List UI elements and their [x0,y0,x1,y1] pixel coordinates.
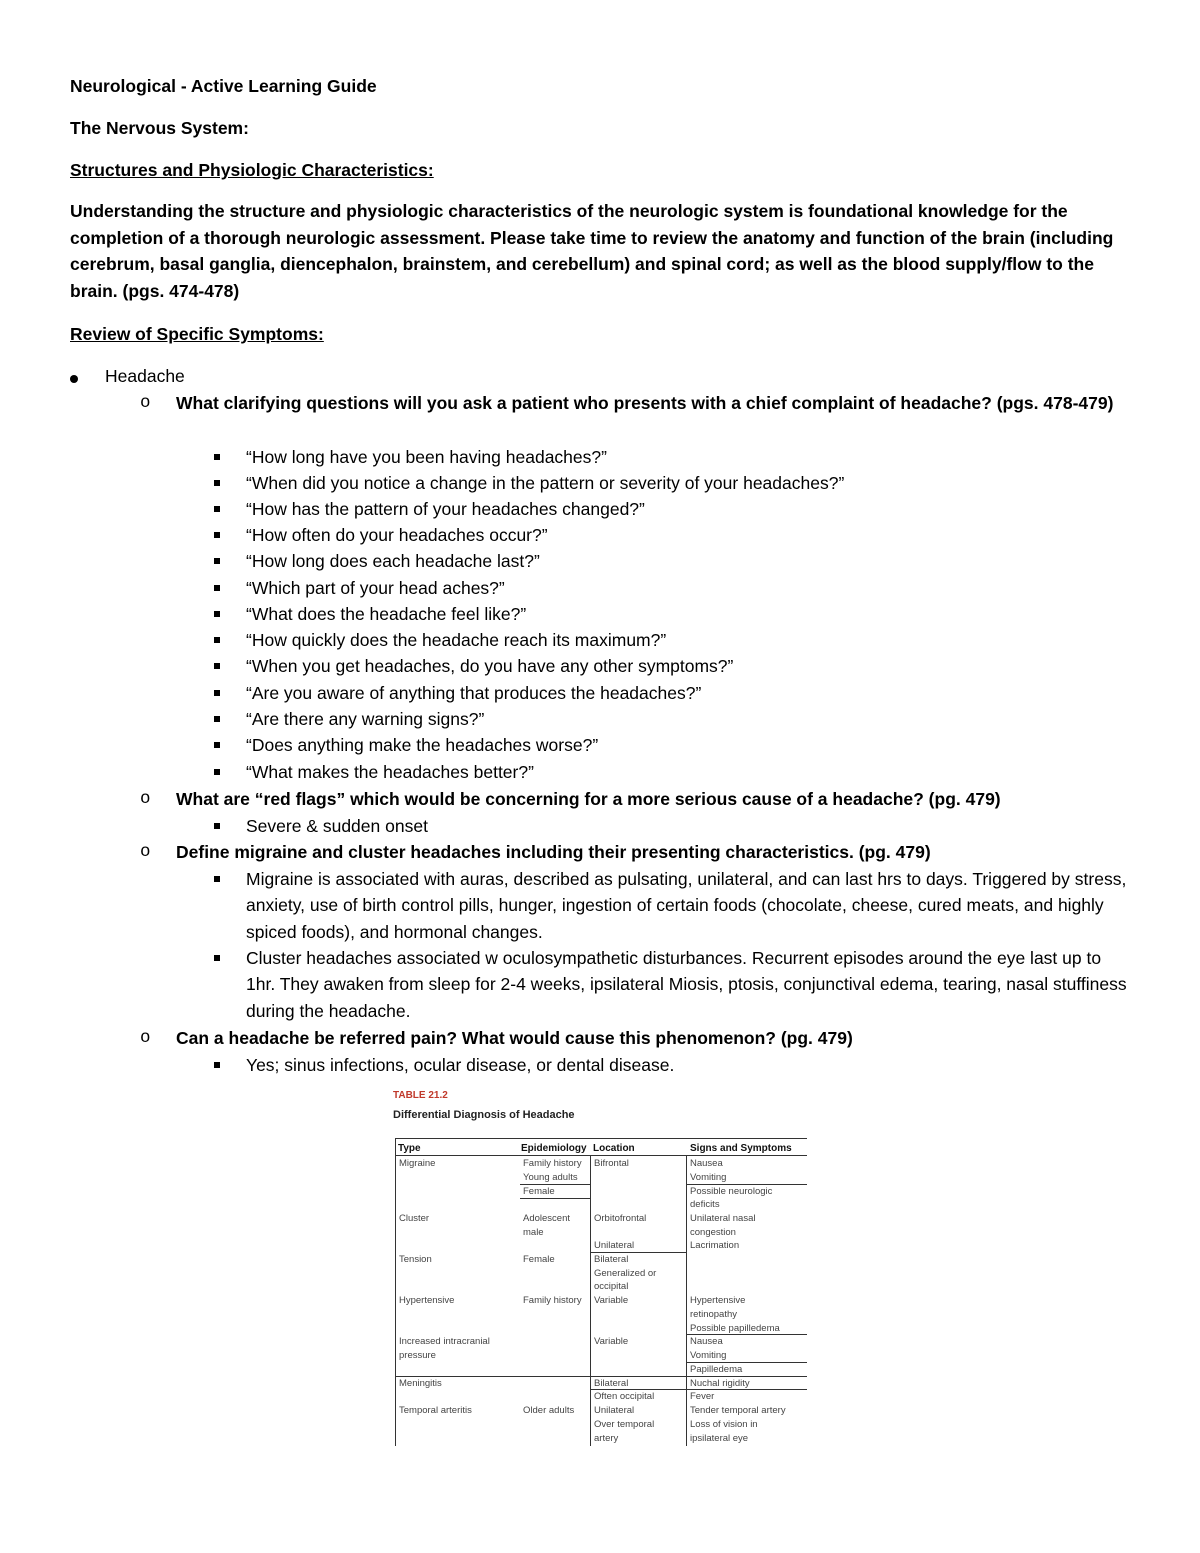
table-cell: occipital [594,1281,629,1292]
table-cell: Nuchal rigidity [690,1378,750,1389]
table-cell: Female [523,1186,555,1197]
square-bullet-icon [214,769,220,775]
table-cell: Vomiting [690,1172,727,1183]
table-cell: artery [594,1433,619,1444]
question-marker: o [140,842,151,862]
answer-item: Migraine is associated with auras, described as pulsating, unilateral, and can last hrs to days. Triggered by stress, anxiety, use of birth control pills, hunger, ingestion of certain foods (chocolate, cheese, cured meats, and highly spiced foods), and hormonal changes. [210,866,1130,945]
table-cell: Over temporal [594,1419,655,1430]
table-cell: congestion [690,1227,736,1238]
answer-item: “Are there any warning signs?” [210,706,1130,732]
question-text: Define migraine and cluster headaches including their presenting characteristics. (pg. 479) [176,842,931,862]
square-bullet-icon [214,611,220,617]
answer-item: Cluster headaches associated w oculosympathetic disturbances. Recurrent episodes around the eye last up to 1hr. They awaken from sleep for 2-4 weeks, ipsilateral Miosis, ptosis, conjunctival edema, tearing, nasal stuffiness during the headache. [210,945,1130,1024]
table-cell: Tender temporal artery [690,1405,786,1416]
square-bullet-icon [214,454,220,460]
table-cell: Possible neurologic [690,1186,773,1197]
table-cell: Nausea [690,1336,723,1347]
table-cell: Bilateral [594,1254,629,1265]
table-rule [520,1198,590,1199]
question-item [140,839,1140,866]
square-bullet-icon [214,955,220,961]
answer-item: Severe & sudden onset [210,813,1130,839]
table-cell: Unilateral [594,1240,635,1251]
square-bullet-icon [214,532,220,538]
table-cell: Cluster [399,1213,430,1224]
answer-item: “When you get headaches, do you have any other symptoms?” [210,653,1130,679]
table-header: Type [398,1143,421,1154]
square-bullet-icon [214,716,220,722]
answer-item: “What makes the headaches better?” [210,759,1130,785]
table-cell: Family history [523,1158,582,1169]
intro-paragraph: Understanding the structure and physiologic characteristics of the neurologic system is foundational knowledge for the completion of a thorough neurologic assessment. Please take time to review the anatomy and function of the brain (including cerebrum, basal ganglia, diencephalon, brainstem, and cerebellum) and spinal cord; as well as the blood supply/flow to the brain. (pgs. 474-478) [70,201,1114,301]
question-marker: o [140,393,151,413]
answer-item: Yes; sinus infections, ocular disease, or dental disease. [210,1052,1130,1078]
table-cell: Nausea [690,1158,723,1169]
question-text: What are “red flags” which would be concerning for a more serious cause of a headache? (pg. 479) [176,789,1001,809]
answer-item: “How often do your headaches occur?” [210,522,1130,548]
question-text: Can a headache be referred pain? What would cause this phenomenon? (pg. 479) [176,1028,853,1048]
table-rule [395,1138,807,1139]
table-cell: deficits [690,1199,720,1210]
table-cell: Female [523,1254,555,1265]
square-bullet-icon [214,742,220,748]
table-cell: Young adults [523,1172,578,1183]
table-rule [686,1155,687,1446]
question-text: What clarifying questions will you ask a patient who presents with a chief complaint of headache? (pgs. 478-479) [176,393,1114,413]
table-cell: Fever [690,1391,715,1402]
answer-item: “Are you aware of anything that produces the headaches?” [210,680,1130,706]
table-cell: Tension [399,1254,432,1265]
square-bullet-icon [214,480,220,486]
question-marker: o [140,1028,151,1048]
table-cell: male [523,1227,544,1238]
answer-item: “How long have you been having headaches?” [210,444,1130,470]
table-header: Signs and Symptoms [690,1143,792,1154]
table-cell: Loss of vision in [690,1419,758,1430]
structures-heading: Structures and Physiologic Characteristics: [70,160,434,180]
table-cell: Adolescent [523,1213,571,1224]
review-heading: Review of Specific Symptoms: [70,324,324,344]
table-cell: ipsilateral eye [690,1433,749,1444]
document-title: Neurological - Active Learning Guide [70,76,377,96]
section-title: The Nervous System: [70,118,249,138]
question-item [140,390,1140,417]
table-cell: Migraine [399,1158,436,1169]
question-item [140,1025,1140,1052]
question-marker: o [140,789,151,809]
square-bullet-icon [214,1062,220,1068]
table-header: Epidemiology [521,1143,587,1154]
table-cell: Family history [523,1295,582,1306]
topic-bullet [70,366,370,390]
table-cell: Increased intracranial [399,1336,490,1347]
answer-item: “How long does each headache last?” [210,548,1130,574]
table-label: TABLE 21.2 [393,1090,448,1101]
topic-label: Headache [105,366,185,386]
table-cell: Generalized or [594,1268,657,1279]
answer-item: “What does the headache feel like?” [210,601,1130,627]
table-cell: pressure [399,1350,436,1361]
table-cell: Unilateral [594,1405,635,1416]
square-bullet-icon [214,558,220,564]
differential-diagnosis-table [393,1088,813,1448]
table-rule [395,1138,396,1446]
table-cell: Papilledema [690,1364,743,1375]
square-bullet-icon [214,585,220,591]
table-cell: Often occipital [594,1391,655,1402]
table-cell: Bifrontal [594,1158,629,1169]
table-cell: retinopathy [690,1309,738,1320]
table-cell: Bilateral [594,1378,629,1389]
square-bullet-icon [214,506,220,512]
table-rule [395,1155,807,1156]
square-bullet-icon [214,823,220,829]
square-bullet-icon [214,663,220,669]
table-title: Differential Diagnosis of Headache [393,1109,575,1121]
square-bullet-icon [214,876,220,882]
square-bullet-icon [214,637,220,643]
table-cell: Possible papilledema [690,1323,780,1334]
table-cell: Meningitis [399,1378,442,1389]
table-header: Location [593,1143,635,1154]
table-cell: Temporal arteritis [399,1405,472,1416]
table-cell: Vomiting [690,1350,727,1361]
answer-item: “How has the pattern of your headaches changed?” [210,496,1130,522]
table-cell: Unilateral nasal [690,1213,756,1224]
table-cell: Hypertensive [690,1295,746,1306]
square-bullet-icon [214,690,220,696]
table-cell: Lacrimation [690,1240,740,1251]
table-cell: Older adults [523,1405,575,1416]
answer-item: “How quickly does the headache reach its maximum?” [210,627,1130,653]
question-item [140,786,1140,813]
bullet-icon [70,375,78,383]
table-rule [590,1155,591,1446]
answer-item: “Does anything make the headaches worse?” [210,732,1130,758]
table-cell: Variable [594,1295,629,1306]
table-cell: Hypertensive [399,1295,455,1306]
table-cell: Orbitofrontal [594,1213,647,1224]
table-cell: Variable [594,1336,629,1347]
answer-item: “Which part of your head aches?” [210,575,1130,601]
answer-item: “When did you notice a change in the pattern or severity of your headaches?” [210,470,1130,496]
